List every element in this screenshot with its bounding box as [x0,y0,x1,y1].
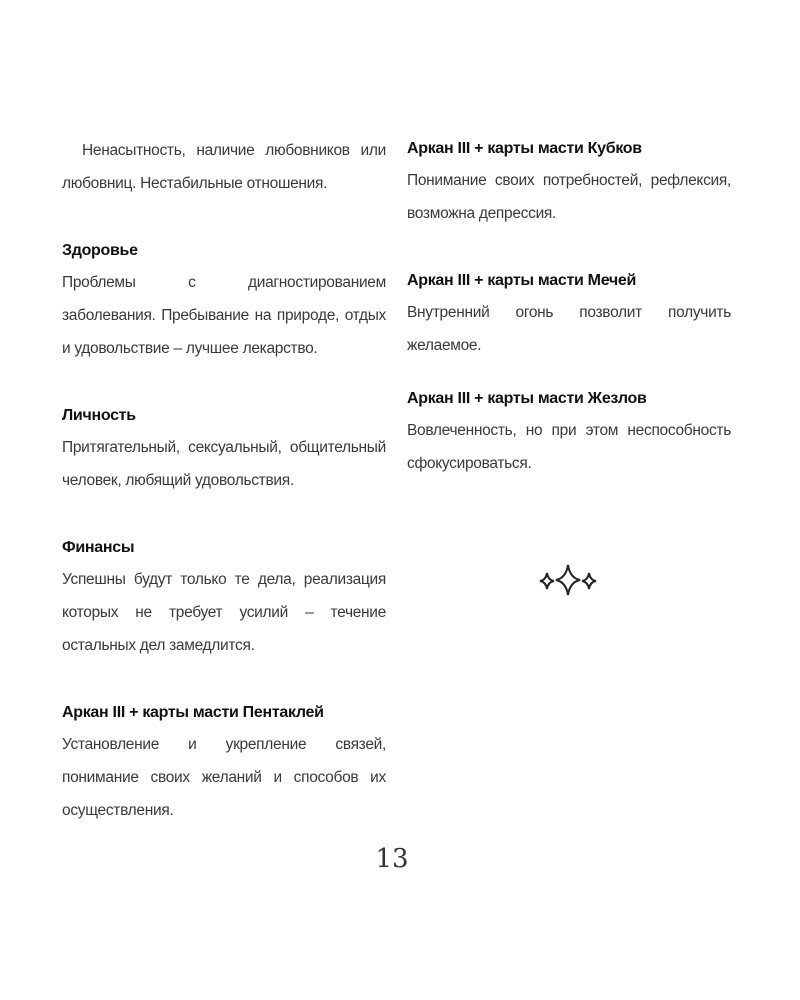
section-health [62,236,386,365]
right-column [407,134,731,480]
section-heading: Личность [62,407,136,424]
page-number: 13 [375,844,409,874]
left-column [62,134,386,827]
section-heading: Аркан III + карты масти Пентаклей [62,704,324,721]
section-heading: Аркан III + карты масти Кубков [407,140,642,157]
section-text: Внутренний огонь позволит получить желаемое. [407,304,731,354]
section-heading: Аркан III + карты масти Жезлов [407,390,647,407]
intro-paragraph: Ненасытность, наличие любовников или любовниц. Нестабильные отношения. [62,142,386,192]
section-heading: Финансы [62,539,135,556]
section-text: Проблемы с диагностированием заболевания. Пребывание на природе, отдых и удовольствие – лучшее лекарство. [62,274,386,357]
section-text: Успешны будут только те дела, реализация которых не требует усилий – течение остальных дел замедлится. [62,571,386,654]
three-stars-ornament-icon [535,563,601,597]
small-star-right-icon [582,573,596,589]
section-text: Вовлеченность, но при этом неспособность сфокусироваться. [407,422,731,472]
section-heading: Аркан III + карты масти Мечей [407,272,637,289]
large-star-center-icon [556,565,580,595]
small-star-left-icon [540,573,554,589]
section-text: Притягательный, сексуальный, общительный человек, любящий удовольствия. [62,439,386,489]
section-heading: Здоровье [62,242,138,259]
section-text: Понимание своих потребностей, рефлексия, возможна депрессия. [407,172,731,222]
section-personality [62,401,386,497]
section-cups [407,134,731,230]
section-text: Установление и укрепление связей, понимание своих желаний и способов их осуществления. [62,736,386,819]
section-wands [407,384,731,480]
section-finances [62,533,386,662]
section-swords [407,266,731,362]
section-pentacles [62,698,386,827]
